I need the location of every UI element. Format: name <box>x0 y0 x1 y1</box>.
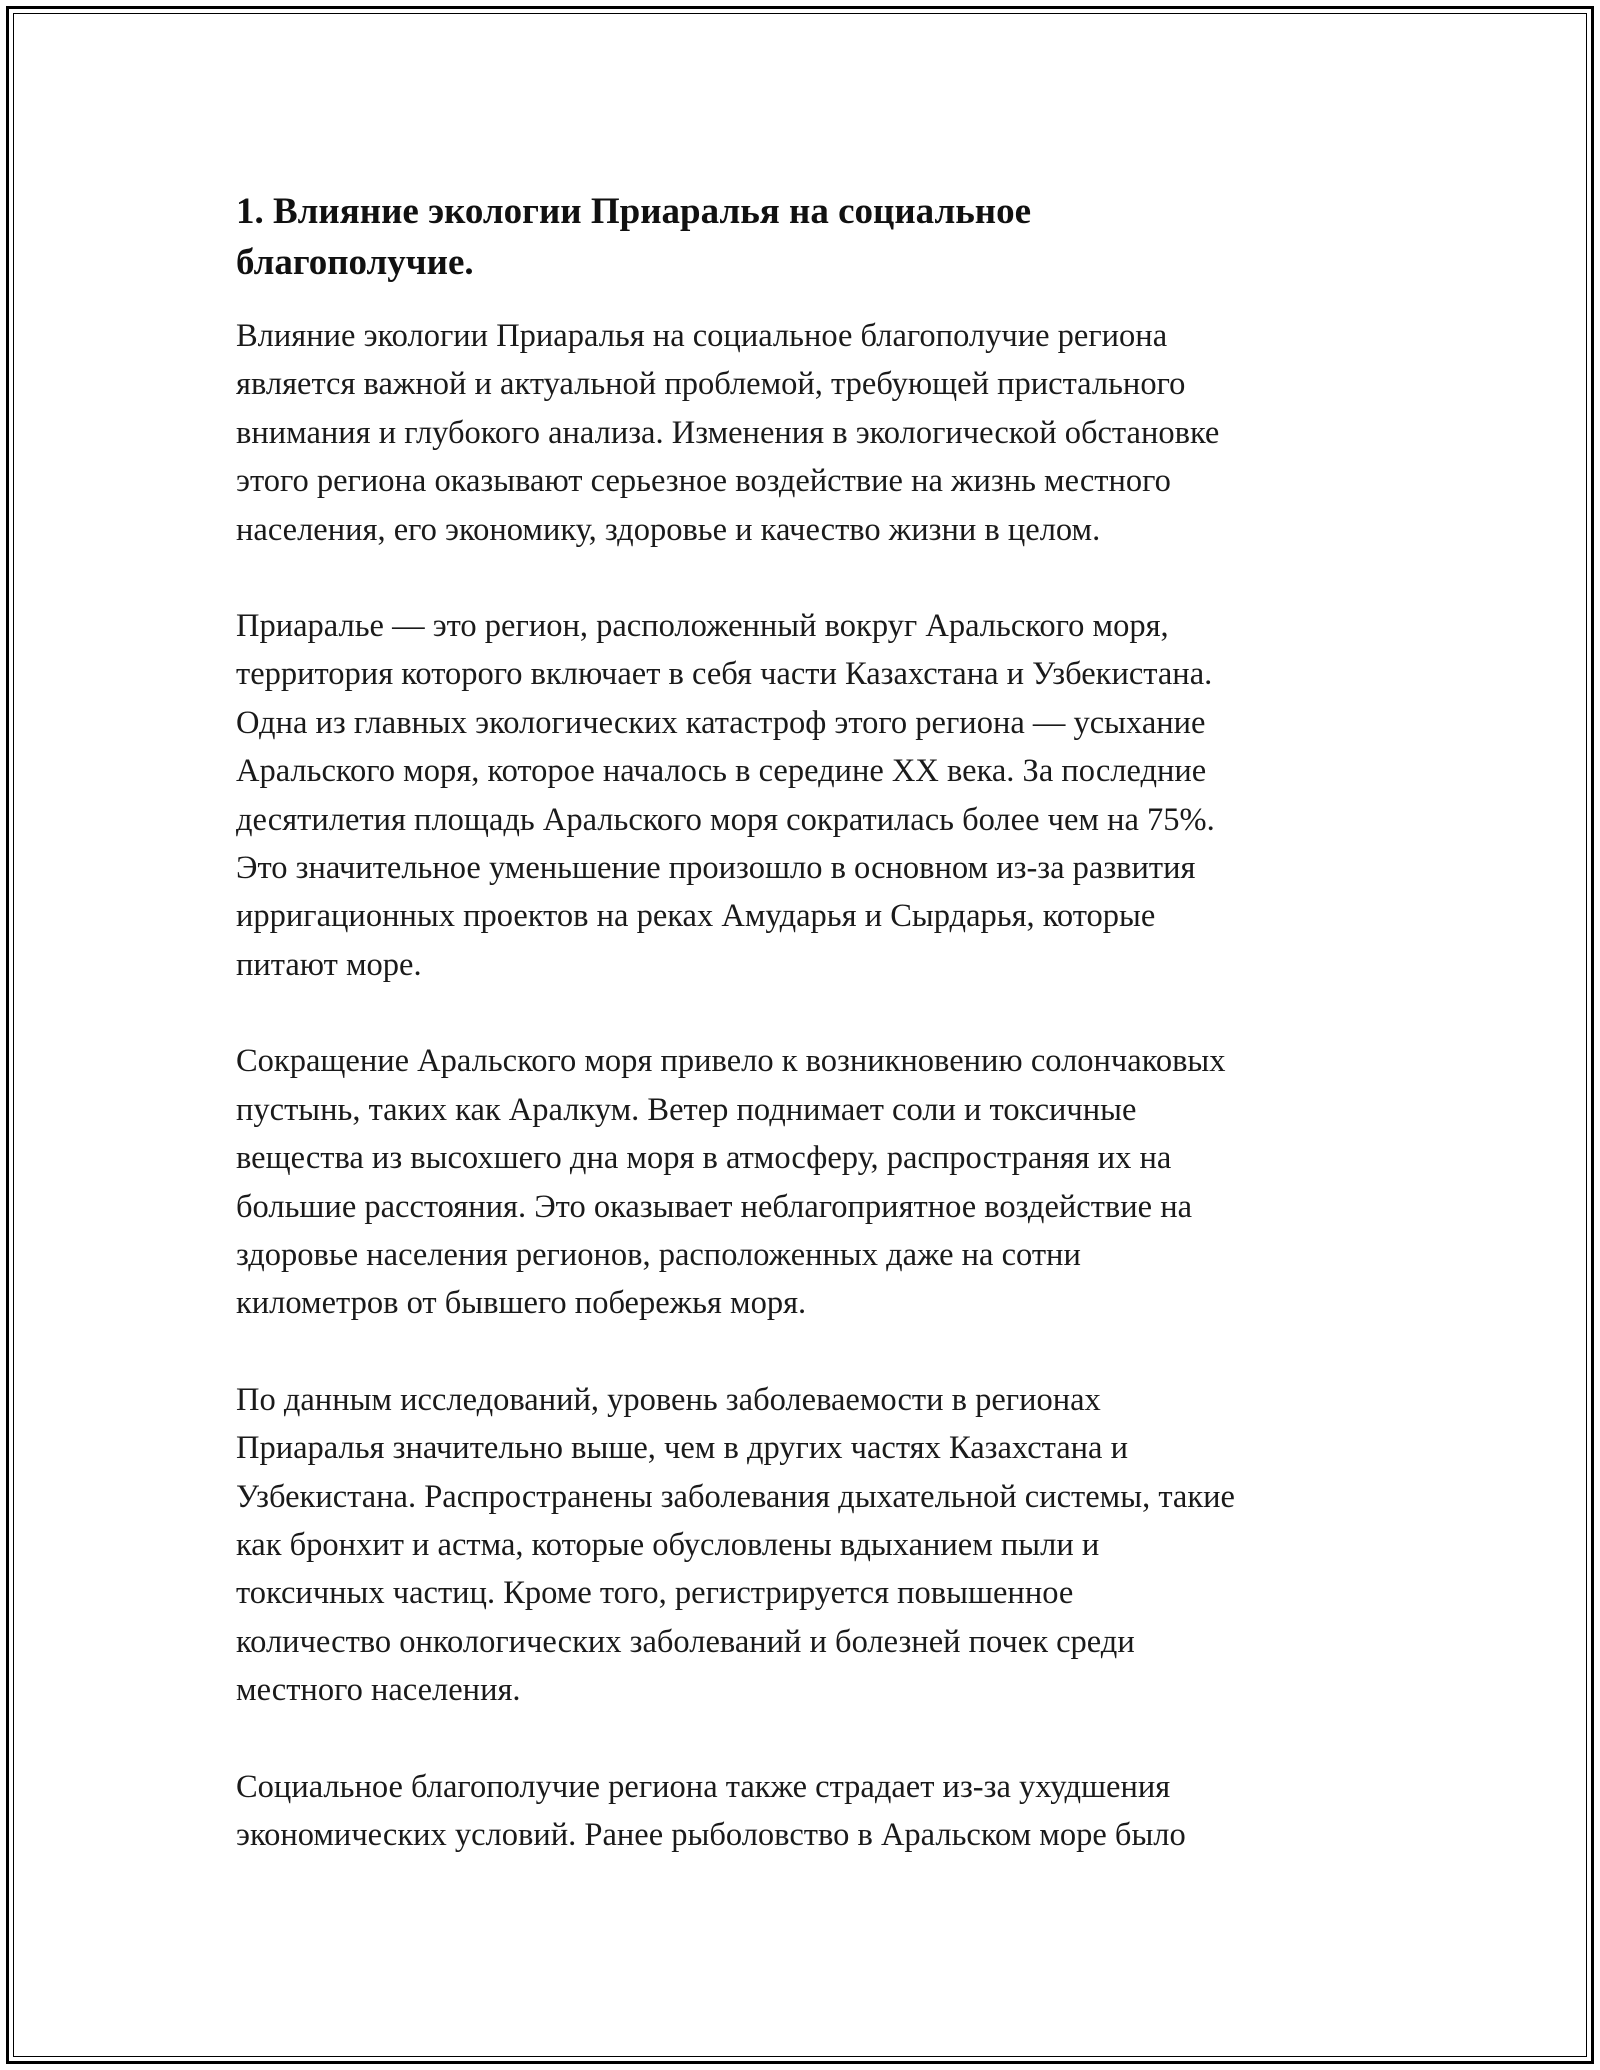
text-line: этого региона оказывают серьезное воздействие на жизнь местного <box>236 463 1171 500</box>
text-line: По данным исследований, уровень заболеваемости в регионах <box>236 1381 1101 1418</box>
paragraph-1 <box>236 312 1406 554</box>
text-line: Приаралье — это регион, расположенный вокруг Аральского моря, <box>236 608 1169 645</box>
text-line: вещества из высохшего дна моря в атмосферу, распространяя их на <box>236 1140 1172 1177</box>
text-line: является важной и актуальной проблемой, требующей пристального <box>236 366 1186 403</box>
text-line: Влияние экологии Приаралья на социальное благополучие региона <box>236 318 1168 354</box>
paragraph-3 <box>236 1037 1406 1327</box>
text-line: территория которого включает в себя части Казахстана и Узбекистана. <box>236 656 1213 693</box>
text-line: благополучие. <box>236 242 474 283</box>
text-line: здоровье населения регионов, расположенных даже на сотни <box>236 1236 1081 1273</box>
text-line: Аральского моря, которое началось в середине XX века. За последние <box>236 753 1207 790</box>
text-line: Социальное благополучие региона также страдает из-за ухудшения <box>236 1768 1171 1805</box>
text-line: ирригационных проектов на реках Амударья и Сырдарья, которые <box>236 898 1156 935</box>
paragraph-5 <box>236 1763 1406 1860</box>
section-heading <box>236 186 1406 288</box>
text-line: токсичных частиц. Кроме того, регистрируется повышенное <box>236 1575 1074 1612</box>
text-line: Это значительное уменьшение произошло в основном из-за развития <box>236 850 1196 887</box>
text-line: питают море. <box>236 946 422 983</box>
document-body <box>236 186 1406 1907</box>
text-line: Одна из главных экологических катастроф этого региона — усыхание <box>236 704 1206 741</box>
text-line: населения, его экономику, здоровье и качество жизни в целом. <box>236 511 1101 548</box>
text-line: Сокращение Аральского моря привело к возникновению солончаковых <box>236 1043 1226 1080</box>
text-line: местного населения. <box>236 1672 521 1709</box>
paragraph-4 <box>236 1376 1406 1715</box>
text-line: как бронхит и астма, которые обусловлены вдыханием пыли и <box>236 1526 1100 1563</box>
text-line: количество онкологических заболеваний и болезней почек среди <box>236 1623 1135 1660</box>
text-line: Приаралья значительно выше, чем в других частях Казахстана и <box>236 1430 1128 1467</box>
text-line: 1. Влияние экологии Приаралья на социальное <box>236 191 1032 232</box>
text-line: Узбекистана. Распространены заболевания дыхательной системы, такие <box>236 1478 1235 1515</box>
paragraph-2 <box>236 602 1406 989</box>
text-line: большие расстояния. Это оказывает неблагоприятное воздействие на <box>236 1188 1193 1225</box>
text-line: десятилетия площадь Аральского моря сократилась более чем на 75%. <box>236 801 1215 838</box>
text-line: километров от бывшего побережья моря. <box>236 1285 807 1322</box>
text-line: внимания и глубокого анализа. Изменения в экологической обстановке <box>236 414 1220 451</box>
text-line: пустынь, таких как Аралкум. Ветер поднимает соли и токсичные <box>236 1091 1137 1128</box>
text-line: экономических условий. Ранее рыболовство в Аральском море было <box>236 1816 1186 1853</box>
